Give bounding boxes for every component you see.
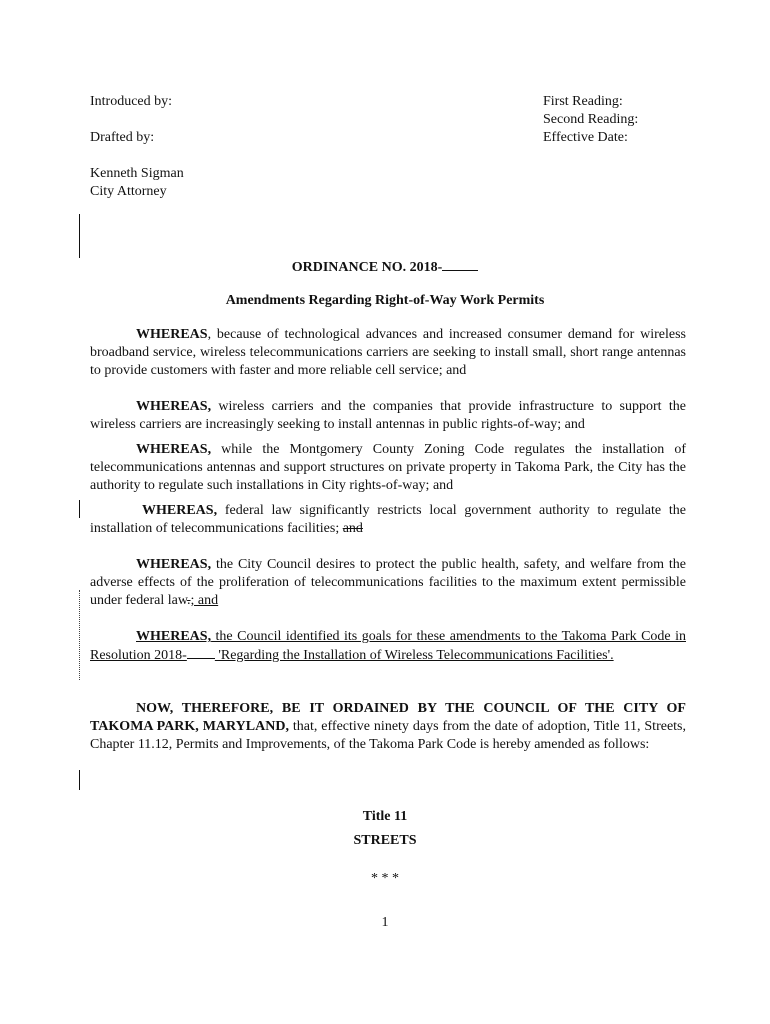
change-bar [79,214,80,258]
recital-paragraph: WHEREAS, wireless carriers and the companies that provide infrastructure to support the wireless carriers are increasingly seeking to install antennas in public rights-of-way; and [90,399,686,432]
section-separator: * * * [371,871,399,886]
author-name: Kenneth Sigman [90,166,184,181]
recital-paragraph: WHEREAS, because of technological advances and increased consumer demand for wireless broadband service, wireless telecommunications carriers are seeking to install small, short range antennas to provide customers with faster and more reliable cell service; and [90,327,686,378]
second-reading-label: Second Reading: [543,112,639,127]
author-title: City Attorney [90,184,167,199]
section-title: Title 11 [362,809,408,824]
page-number: 1 [381,915,389,930]
section-name: STREETS [353,833,417,848]
ordinance-number: ORDINANCE NO. 2018- [0,258,770,277]
ordinance-subtitle: Amendments Regarding Right-of-Way Work Permits [225,293,545,308]
recital-paragraph: WHEREAS, while the Montgomery County Zoning Code regulates the installation of telecommunications antennas and support structures on private property in Takoma Park, the City has the authority to regulate such installations in City rights-of-way; and [90,442,686,493]
effective-date-label: Effective Date: [543,130,628,145]
ordaining-clause: NOW, THEREFORE, BE IT ORDAINED BY THE COUNCIL OF THE CITY OF TAKOMA PARK, MARYLAND, that, effective ninety days from the date of adoption, Title 11, Streets, Chapter 11.12, Permits and Improvements, of the Takoma Park Code is hereby amended as follows: [90,701,687,752]
resolution-number-blank [187,646,215,659]
ordinance-number-blank [442,258,478,271]
change-bar [79,500,80,518]
struck-text: and [342,521,363,536]
change-bar [79,590,80,680]
recital-paragraph: WHEREAS, federal law significantly restricts local government authority to regulate the installation of telecommunications facilities; and [90,503,686,536]
struck-text: . [187,593,191,608]
first-reading-label: First Reading: [543,94,623,109]
recital-paragraph-inserted: WHEREAS, the Council identified its goals for these amendments to the Takoma Park Code in Resolution 2018- 'Regarding the Installation of Wireless Telecommunications Facilities'. [90,629,686,663]
introduced-by-label: Introduced by: [90,94,173,109]
change-bar [79,770,80,790]
drafted-by-label: Drafted by: [90,130,155,145]
recital-paragraph: WHEREAS, the City Council desires to protect the public health, safety, and welfare from the adverse effects of the proliferation of telecommunications facilities to the maximum extent permissible under federal law.; and [90,557,686,608]
inserted-text: ; and [190,593,219,608]
